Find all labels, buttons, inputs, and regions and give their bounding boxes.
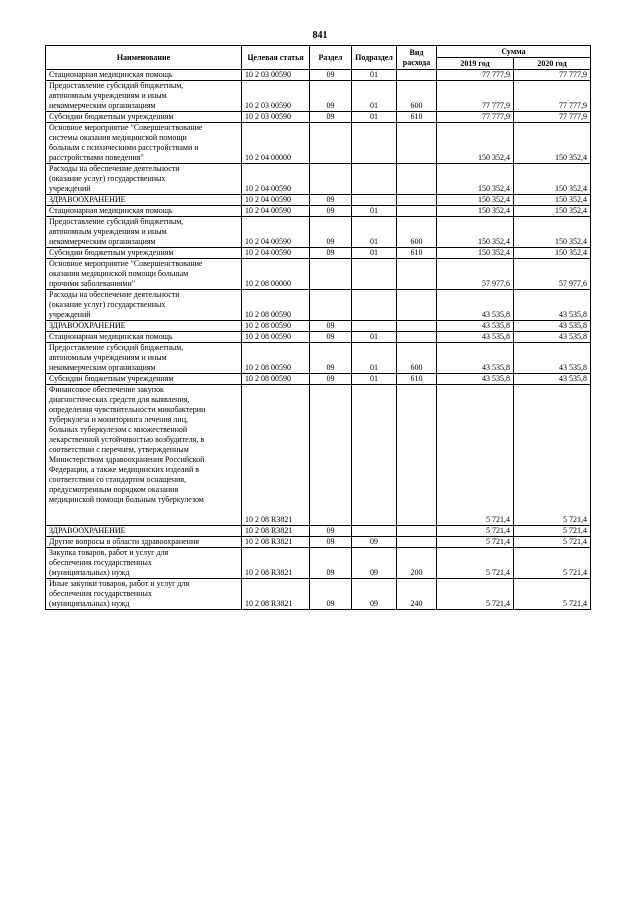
row-subsection: 09 [352,537,397,548]
table-row [46,332,591,343]
row-sum-2019: 43 535,8 [437,374,514,385]
row-sum-2019: 150 352,4 [437,195,514,206]
row-name: Стационарная медицинская помощь [46,206,242,217]
row-sum-2020: 5 721,4 [514,526,591,537]
row-name: Расходы на обеспечение деятельности (оказание услуг) государственных учреждений [46,164,242,195]
row-name: Иные закупки товаров, работ и услуг для обеспечения государственных (муниципальных) нужд [46,579,242,610]
row-kind [397,123,437,164]
row-sum-2020: 43 535,8 [514,332,591,343]
row-sum-2020: 77 777,9 [514,70,591,81]
row-sum-2019: 5 721,4 [437,537,514,548]
row-sum-2019: 5 721,4 [437,385,514,526]
row-kind [397,259,437,290]
row-target: 10 2 03 00590 [242,81,310,112]
row-kind [397,321,437,332]
row-name: Основное мероприятие "Совершенствование оказания медицинской помощи больным прочими заболеваниями" [46,259,242,290]
row-sum-2020: 150 352,4 [514,164,591,195]
row-kind [397,537,437,548]
row-target: 10 2 08 00590 [242,321,310,332]
row-section: 09 [310,332,352,343]
row-subsection [352,259,397,290]
row-sum-2020: 5 721,4 [514,385,591,526]
row-target: 10 2 04 00590 [242,206,310,217]
row-name: ЗДРАВООХРАНЕНИЕ [46,321,242,332]
row-target: 10 2 03 00590 [242,112,310,123]
table-row [46,217,591,248]
header-section: Раздел [310,46,352,70]
row-sum-2020: 5 721,4 [514,548,591,579]
row-sum-2020: 43 535,8 [514,374,591,385]
row-kind [397,70,437,81]
row-subsection [352,290,397,321]
row-target: 10 2 08 00590 [242,343,310,374]
row-name: Предоставление субсидий бюджетным, автономным учреждениям и иным некоммерческим организациям [46,81,242,112]
row-sum-2019: 150 352,4 [437,123,514,164]
row-name: Предоставление субсидий бюджетным, автономным учреждениям и иным некоммерческим организациям [46,217,242,248]
row-target: 10 2 08 00000 [242,259,310,290]
row-subsection: 09 [352,579,397,610]
row-name: Расходы на обеспечение деятельности (оказание услуг) государственных учреждений [46,290,242,321]
row-kind [397,290,437,321]
row-kind: 600 [397,81,437,112]
table-row [46,164,591,195]
table-row [46,526,591,537]
table-row [46,290,591,321]
row-kind [397,164,437,195]
row-subsection: 01 [352,248,397,259]
header-target: Целевая статья [242,46,310,70]
row-target: 10 2 08 00590 [242,332,310,343]
row-kind: 600 [397,343,437,374]
budget-table [45,45,591,610]
table-row [46,195,591,206]
row-name: Субсидии бюджетным учреждениям [46,248,242,259]
row-section: 09 [310,112,352,123]
header-subsection: Подраздел [352,46,397,70]
row-target: 10 2 08 R3821 [242,579,310,610]
row-name: Стационарная медицинская помощь [46,70,242,81]
row-section [310,290,352,321]
header-kind: Вид расхода [397,46,437,70]
row-subsection: 01 [352,70,397,81]
row-subsection: 01 [352,332,397,343]
row-sum-2019: 5 721,4 [437,526,514,537]
row-target: 10 2 04 00590 [242,217,310,248]
row-sum-2020: 43 535,8 [514,290,591,321]
row-subsection: 01 [352,112,397,123]
table-row [46,385,591,526]
row-section [310,385,352,526]
row-section [310,164,352,195]
row-subsection: 01 [352,81,397,112]
row-target: 10 2 08 R3821 [242,385,310,526]
row-kind: 610 [397,112,437,123]
row-name: ЗДРАВООХРАНЕНИЕ [46,195,242,206]
row-kind: 610 [397,374,437,385]
row-sum-2020: 150 352,4 [514,217,591,248]
row-section: 09 [310,206,352,217]
row-name: Другие вопросы в области здравоохранения [46,537,242,548]
row-sum-2020: 150 352,4 [514,195,591,206]
row-kind: 240 [397,579,437,610]
header-sum: Сумма [437,46,591,58]
row-section: 09 [310,217,352,248]
row-sum-2020: 43 535,8 [514,321,591,332]
header-year-2020: 2020 год [514,58,591,70]
row-name: Финансовое обеспечение закупок диагностических средств для выявления, определения чувствительности микобактерии туберкулеза и мониторинга лечения лиц, больных туберкулезом с множественной лекарственной устойчивостью возбудителя, в соответствии с перечнем, утвержденным Министерством здравоохранения Российской Федерации, а также медицинских изделий в соответствии со стандартом оснащения, предусмотренным порядком оказания медицинской помощи больным туберкулезом [46,385,242,526]
table-row [46,548,591,579]
row-sum-2019: 150 352,4 [437,217,514,248]
table-row [46,123,591,164]
row-target: 10 2 04 00590 [242,164,310,195]
row-name: ЗДРАВООХРАНЕНИЕ [46,526,242,537]
row-sum-2020: 150 352,4 [514,206,591,217]
row-sum-2019: 77 777,9 [437,81,514,112]
row-subsection: 01 [352,206,397,217]
row-target: 10 2 04 00590 [242,248,310,259]
row-sum-2019: 43 535,8 [437,332,514,343]
table-row [46,321,591,332]
row-sum-2019: 150 352,4 [437,248,514,259]
row-section: 09 [310,548,352,579]
row-sum-2019: 77 777,9 [437,112,514,123]
row-section [310,259,352,290]
row-name: Основное мероприятие "Совершенствование системы оказания медицинской помощи больным с психическими расстройствами и расстройствами поведения" [46,123,242,164]
table-row [46,81,591,112]
row-kind [397,195,437,206]
row-subsection [352,123,397,164]
row-subsection [352,526,397,537]
table-row [46,259,591,290]
table-row [46,343,591,374]
row-name: Закупка товаров, работ и услуг для обеспечения государственных (муниципальных) нужд [46,548,242,579]
row-kind: 200 [397,548,437,579]
row-target: 10 2 04 00000 [242,123,310,164]
row-subsection [352,164,397,195]
row-kind: 610 [397,248,437,259]
row-kind [397,332,437,343]
table-row [46,374,591,385]
row-section: 09 [310,70,352,81]
row-kind: 600 [397,217,437,248]
row-kind [397,526,437,537]
row-name: Субсидии бюджетным учреждениям [46,112,242,123]
row-section: 09 [310,248,352,259]
row-subsection [352,385,397,526]
table-row [46,579,591,610]
row-sum-2020: 43 535,8 [514,343,591,374]
row-target: 10 2 08 R3821 [242,526,310,537]
row-section: 09 [310,526,352,537]
row-sum-2019: 77 777,9 [437,70,514,81]
row-name: Стационарная медицинская помощь [46,332,242,343]
row-name: Предоставление субсидий бюджетным, автономным учреждениям и иным некоммерческим организациям [46,343,242,374]
row-subsection: 01 [352,374,397,385]
row-target: 10 2 08 R3821 [242,537,310,548]
row-sum-2020: 150 352,4 [514,123,591,164]
row-sum-2020: 5 721,4 [514,537,591,548]
row-kind [397,385,437,526]
row-sum-2020: 77 777,9 [514,81,591,112]
row-sum-2020: 57 977,6 [514,259,591,290]
row-target: 10 2 08 R3821 [242,548,310,579]
table-row [46,70,591,81]
row-target: 10 2 08 00590 [242,374,310,385]
table-row [46,248,591,259]
row-sum-2019: 5 721,4 [437,579,514,610]
row-sum-2019: 150 352,4 [437,164,514,195]
row-sum-2020: 5 721,4 [514,579,591,610]
row-section: 09 [310,321,352,332]
row-subsection [352,321,397,332]
row-subsection: 09 [352,548,397,579]
row-target: 10 2 03 00590 [242,70,310,81]
row-kind [397,206,437,217]
table-body [46,70,591,610]
row-subsection: 01 [352,217,397,248]
row-sum-2019: 43 535,8 [437,290,514,321]
row-target: 10 2 04 00590 [242,195,310,206]
row-section: 09 [310,195,352,206]
row-sum-2019: 5 721,4 [437,548,514,579]
row-sum-2020: 77 777,9 [514,112,591,123]
row-section: 09 [310,343,352,374]
row-section: 09 [310,374,352,385]
row-sum-2019: 57 977,6 [437,259,514,290]
row-subsection: 01 [352,343,397,374]
table-row [46,112,591,123]
row-target: 10 2 08 00590 [242,290,310,321]
row-section: 09 [310,537,352,548]
row-sum-2019: 150 352,4 [437,206,514,217]
header-name: Наименование [46,46,242,70]
row-sum-2020: 150 352,4 [514,248,591,259]
table-row [46,537,591,548]
page-number: 841 [312,30,328,41]
row-section: 09 [310,579,352,610]
row-sum-2019: 43 535,8 [437,343,514,374]
row-sum-2019: 43 535,8 [437,321,514,332]
row-name: Субсидии бюджетным учреждениям [46,374,242,385]
row-section [310,123,352,164]
row-section: 09 [310,81,352,112]
header-year-2019: 2019 год [437,58,514,70]
row-subsection [352,195,397,206]
table-row [46,206,591,217]
